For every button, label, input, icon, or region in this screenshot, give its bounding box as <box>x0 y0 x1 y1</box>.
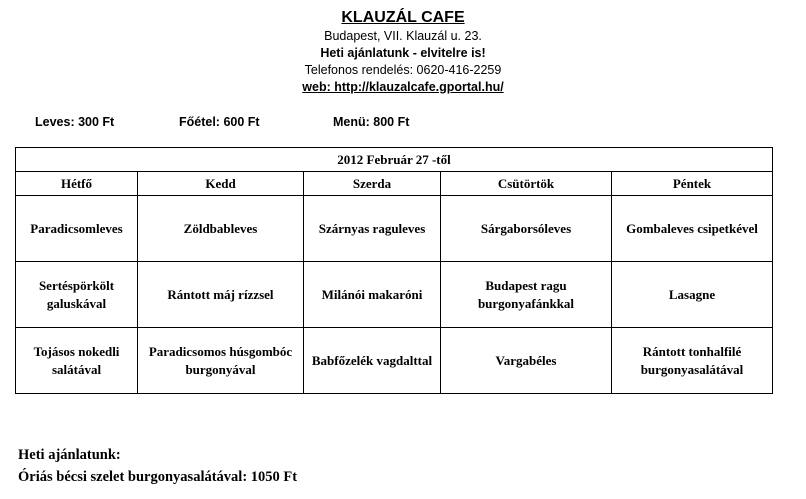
price-list <box>0 115 806 131</box>
main-course-row-1 <box>16 262 773 328</box>
day-wednesday: Szerda <box>304 172 441 196</box>
dish-cell: Szárnyas raguleves <box>304 196 441 262</box>
address: Budapest, VII. Klauzál u. 23. <box>324 29 482 43</box>
price-main: Főétel: 600 Ft <box>179 115 260 129</box>
dish-cell: Zöldbableves <box>138 196 304 262</box>
header <box>0 8 806 96</box>
dish-cell: Babfőzelék vagdalttal <box>304 328 441 394</box>
dish-cell: Vargabéles <box>441 328 612 394</box>
dish-cell: Rántott tonhalfilé burgonyasalátával <box>612 328 773 394</box>
dish-cell: Budapest ragu burgonyafánkkal <box>441 262 612 328</box>
dish-cell: Rántott máj rízzsel <box>138 262 304 328</box>
day-thursday: Csütörtök <box>441 172 612 196</box>
dish-cell: Sertéspörkölt galuskával <box>16 262 138 328</box>
phone-line: Telefonos rendelés: 0620-416-2259 <box>304 63 502 77</box>
dish-cell: Paradicsomleves <box>16 196 138 262</box>
day-tuesday: Kedd <box>138 172 304 196</box>
dish-cell: Gombaleves csipetkével <box>612 196 773 262</box>
day-monday: Hétfő <box>16 172 138 196</box>
dish-cell: Paradicsomos húsgombóc burgonyával <box>138 328 304 394</box>
price-soup: Leves: 300 Ft <box>35 115 115 129</box>
date-row <box>16 148 773 172</box>
day-friday: Péntek <box>612 172 773 196</box>
dish-cell: Sárgaborsóleves <box>441 196 612 262</box>
menu-date: 2012 Február 27 -től <box>16 148 773 172</box>
weekly-special: Óriás bécsi szelet burgonyasalátával: 1050 Ft <box>18 469 298 485</box>
footer <box>18 444 297 488</box>
dish-cell: Lasagne <box>612 262 773 328</box>
main-course-row-2 <box>16 328 773 394</box>
offer-line: Heti ajánlatunk - elvitelre is! <box>320 46 486 60</box>
day-header-row <box>16 172 773 196</box>
weekly-menu-table <box>15 147 773 394</box>
weekly-offer-heading: Heti ajánlatunk: <box>18 447 121 463</box>
soup-row <box>16 196 773 262</box>
cafe-title: KLAUZÁL CAFE <box>341 9 465 26</box>
web-link[interactable]: web: http://klauzalcafe.gportal.hu/ <box>302 80 504 94</box>
dish-cell: Milánói makaróni <box>304 262 441 328</box>
dish-cell: Tojásos nokedli salátával <box>16 328 138 394</box>
price-menu: Menü: 800 Ft <box>333 115 410 129</box>
